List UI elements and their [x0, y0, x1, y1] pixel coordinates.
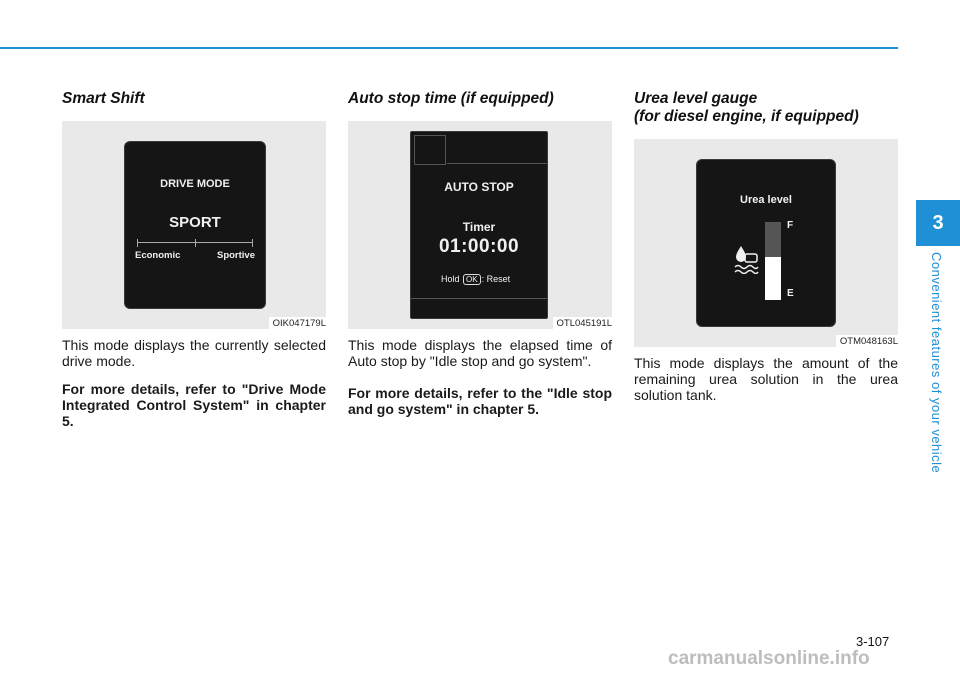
economic-label: Economic	[135, 250, 181, 261]
timer-label: Timer	[462, 220, 496, 234]
scale-tick	[137, 239, 138, 247]
chapter-title: Convenient features of your vehicle	[929, 252, 944, 474]
chapter-number-tab: 3	[916, 200, 960, 246]
hold-reset-hint	[441, 274, 510, 285]
body-text: This mode displays the amount of the remaining urea solution in the urea solution tank.	[634, 355, 898, 403]
figure-urea-level	[634, 139, 898, 347]
section-heading: Smart Shift	[62, 90, 145, 107]
empty-label: E	[787, 288, 794, 299]
section-auto-stop-time	[348, 90, 612, 417]
cluster-screen	[410, 131, 548, 319]
top-rule	[0, 47, 898, 49]
full-label: F	[787, 220, 794, 231]
screen-title: DRIVE MODE	[160, 178, 230, 190]
body-text: This mode displays the currently selected drive mode.	[62, 337, 326, 369]
page-number: 3-107	[856, 634, 890, 649]
drive-mode-value: SPORT	[169, 214, 221, 231]
section-urea-level-gauge	[634, 90, 898, 403]
figure-drive-mode	[62, 121, 326, 329]
body-text: This mode displays the elapsed time of Auto stop by "Idle stop and go system".	[348, 337, 612, 369]
divider	[411, 298, 547, 299]
timer-value: 01:00:00	[438, 236, 520, 257]
figure-code: OIK047179L	[269, 317, 326, 329]
watermark: carmanualsonline.info	[668, 648, 870, 669]
heading-line-2: (for diesel engine, if equipped)	[634, 108, 859, 125]
ok-button-glyph: OK	[463, 274, 481, 285]
reset-text: : Reset	[481, 274, 511, 284]
figure-code: OTM048163L	[836, 335, 898, 347]
urea-drop-icon	[733, 244, 759, 274]
hold-text: Hold	[441, 274, 460, 284]
divider	[447, 163, 547, 164]
reference-note: For more details, refer to the "Idle stop and go system" in chapter 5.	[348, 385, 612, 417]
heading-line-1: Urea level gauge	[634, 90, 758, 107]
scale-tick	[195, 239, 196, 247]
section-heading: Auto stop time (if equipped)	[348, 90, 554, 107]
scale-tick	[252, 239, 253, 247]
section-smart-shift	[62, 90, 326, 429]
screen-title: Urea level	[740, 194, 792, 206]
indicator-box	[414, 135, 446, 165]
screen-title: AUTO STOP	[444, 180, 514, 194]
urea-level-fill	[765, 257, 781, 300]
figure-code: OTL045191L	[553, 317, 612, 329]
cluster-screen	[124, 141, 266, 309]
section-heading	[634, 90, 898, 126]
cluster-screen	[696, 159, 836, 327]
figure-auto-stop	[348, 121, 612, 329]
reference-note: For more details, refer to "Drive Mode Integrated Control System" in chapter 5.	[62, 381, 326, 429]
urea-level-bar	[765, 222, 781, 300]
sportive-label: Sportive	[216, 250, 255, 261]
